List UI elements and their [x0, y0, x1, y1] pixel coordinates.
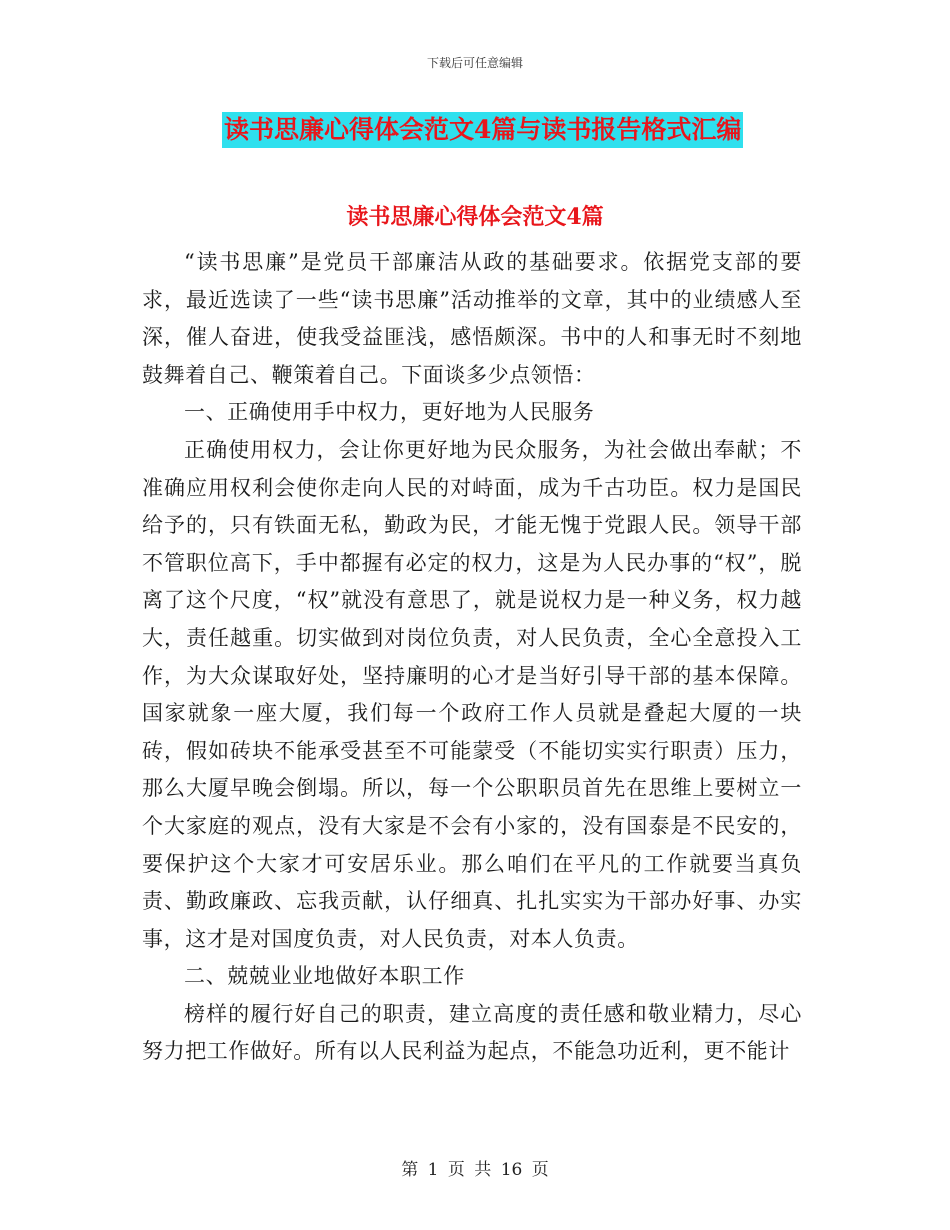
section-title: 读书思廉心得体会范文4篇: [346, 204, 604, 230]
header-note: 下载后可任意编辑: [426, 56, 523, 70]
body-text: [142, 244, 802, 1071]
paragraph-heading-1: 一、正确使用手中权力，更好地为人民服务: [184, 400, 595, 425]
paragraph-duty: 榜样的履行好自己的职责，建立高度的责任感和敬业精力，尽心努力把工作做好。所有以人民利益为起点，不能急功近利，更不能计: [142, 1001, 802, 1064]
page-footer: 第 1 页 共 16 页: [401, 1160, 549, 1180]
paragraph-intro: “读书思廉”是党员干部廉洁从政的基础要求。依据党支部的要求，最近选读了一些“读书思廉”活动推举的文章，其中的业绩感人至深，催人奋进，使我受益匪浅，感悟颇深。书中的人和事无时不刻地鼓舞着自己、鞭策着自己。下面谈多少点领悟：: [142, 250, 802, 387]
document-title: 读书思廉心得体会范文4篇与读书报告格式汇编: [222, 112, 743, 148]
paragraph-power: 正确使用权力，会让你更好地为民众服务，为社会做出奉献；不准确应用权利会使你走向人民的对峙面，成为千古功臣。权力是国民给予的，只有铁面无私，勤政为民，才能无愧于党跟人民。领导干部不管职位高下，手中都握有必定的权力，这是为人民办事的“权”，脱离了这个尺度，“权”就没有意思了，就是说权力是一种义务，权力越大，责任越重。切实做到对岗位负责，对人民负责，全心全意投入工作，为大众谋取好处，坚持廉明的心才是当好引导干部的基本保障。国家就象一座大厦，我们每一个政府工作人员就是叠起大厦的一块砖，假如砖块不能承受甚至不可能蒙受（不能切实实行职责）压力，那么大厦早晚会倒塌。所以，每一个公职职员首先在思维上要树立一个大家庭的观点，没有大家是不会有小家的，没有国泰是不民安的，要保护这个大家才可安居乐业。那么咱们在平凡的工作就要当真负责、勤政廉政、忘我贡献，认仔细真、扎扎实实为干部办好事、办实事，这才是对国度负责，对人民负责，对本人负责。: [142, 437, 802, 951]
paragraph-heading-2: 二、兢兢业业地做好本职工作: [184, 964, 465, 989]
